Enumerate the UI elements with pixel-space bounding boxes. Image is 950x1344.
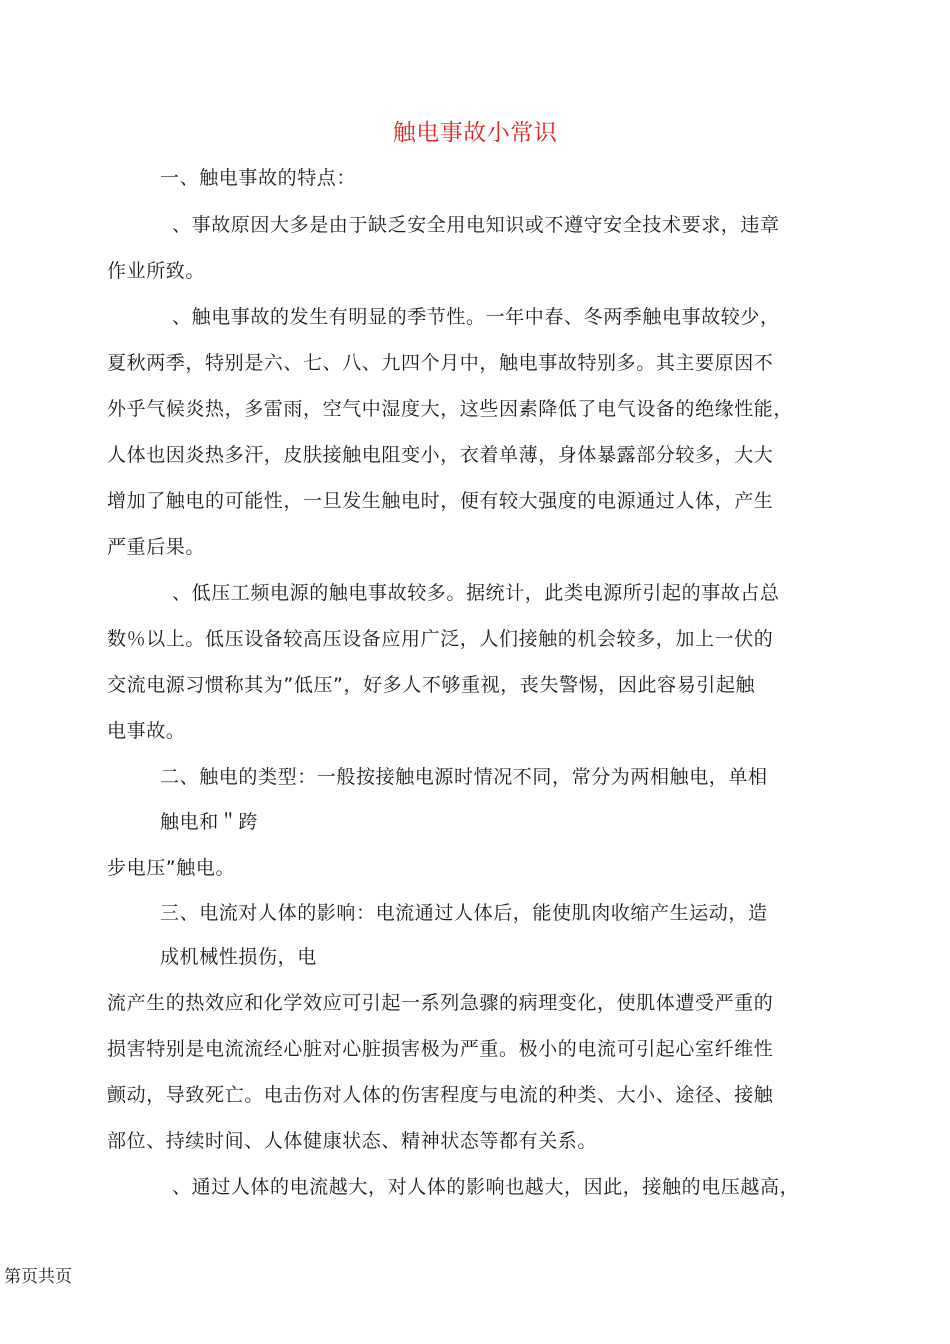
paragraph-line: 、通过人体的电流越大，对人体的影响也越大，因此，接触的电压越高， xyxy=(172,1176,800,1198)
paragraph-line: 流产生的热效应和化学效应可引起一系列急骤的病理变化，使肌体遭受严重的 xyxy=(107,992,774,1014)
paragraph-line: 人体也因炎热多汗，皮肤接触电阻变小，衣着单薄，身体暴露部分较多，大大 xyxy=(107,444,774,466)
paragraph-line: 触电和＂跨 xyxy=(160,811,259,833)
paragraph-line: 颤动，导致死亡。电击伤对人体的伤害程度与电流的种类、大小、途径、接触 xyxy=(107,1084,774,1106)
document-title: 触电事故小常识 xyxy=(392,120,558,146)
page-footer: 第页共页 xyxy=(4,1267,72,1287)
paragraph-line: 、低压工频电源的触电事故较多。据统计，此类电源所引起的事故占总 xyxy=(172,582,780,604)
paragraph-line: 外乎气候炎热，多雷雨，空气中湿度大，这些因素降低了电气设备的绝缘性能， xyxy=(107,398,794,420)
paragraph-line: 严重后果。 xyxy=(107,536,206,558)
paragraph-line: 夏秋两季，特别是六、七、八、九四个月中，触电事故特别多。其主要原因不 xyxy=(107,352,774,374)
paragraph-line: 作业所致。 xyxy=(107,260,206,282)
paragraph-line: 增加了触电的可能性，一旦发生触电时，便有较大强度的电源通过人体，产生 xyxy=(107,490,774,512)
section-heading-types: 二、触电的类型：一般按接触电源时情况不同，常分为两相触电，单相 xyxy=(160,766,768,788)
paragraph-line: 损害特别是电流流经心脏对心脏损害极为严重。极小的电流可引起心室纤维性 xyxy=(107,1038,774,1060)
paragraph-line: 数％以上。低压设备较高压设备应用广泛，人们接触的机会较多，加上一伏的 xyxy=(107,628,774,650)
paragraph-line: 部位、持续时间、人体健康状态、精神状态等都有关系。 xyxy=(107,1130,598,1152)
paragraph-line: 电事故。 xyxy=(107,720,186,742)
paragraph-line: 交流电源习惯称其为”低压”，好多人不够重视，丧失警惕，因此容易引起触 xyxy=(107,674,756,696)
section-heading-effects: 三、电流对人体的影响：电流通过人体后，能使肌肉收缩产生运动，造 xyxy=(160,902,768,924)
paragraph-line: 成机械性损伤，电 xyxy=(160,946,317,968)
paragraph-line: 步电压”触电。 xyxy=(107,857,236,879)
section-heading-features: 一、触电事故的特点： xyxy=(160,167,357,189)
paragraph-line: 、触电事故的发生有明显的季节性。一年中春、冬两季触电事故较少， xyxy=(172,306,780,328)
paragraph-line: 、事故原因大多是由于缺乏安全用电知识或不遵守安全技术要求，违章 xyxy=(172,214,780,236)
